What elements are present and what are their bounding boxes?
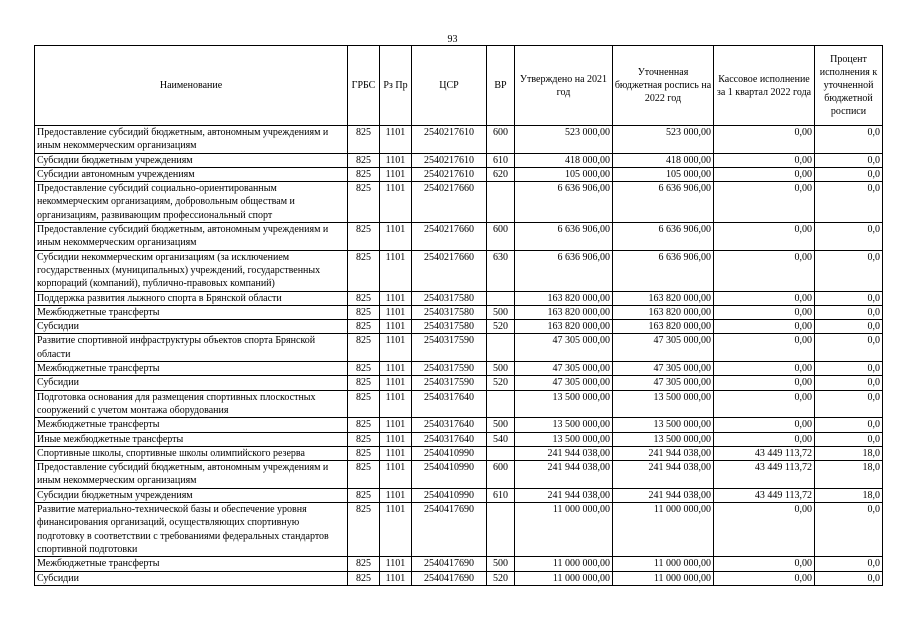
- cell-percent: 0,0: [815, 334, 883, 362]
- cell-csr: 2540217610: [412, 167, 487, 181]
- cell-rzpr: 1101: [380, 376, 412, 390]
- cell-vr: 500: [487, 362, 515, 376]
- cell-cash: 0,00: [714, 362, 815, 376]
- cell-vr: 610: [487, 153, 515, 167]
- cell-name: Субсидии: [35, 376, 348, 390]
- cell-rzpr: 1101: [380, 571, 412, 585]
- cell-percent: 0,0: [815, 557, 883, 571]
- cell-approved: 6 636 906,00: [515, 223, 613, 251]
- cell-vr: 600: [487, 461, 515, 489]
- table-row: [35, 488, 883, 502]
- header-csr: ЦСР: [412, 46, 487, 126]
- cell-grbs: 825: [348, 305, 380, 319]
- cell-grbs: 825: [348, 432, 380, 446]
- cell-cash: 0,00: [714, 571, 815, 585]
- cell-name: Поддержка развития лыжного спорта в Брянской области: [35, 291, 348, 305]
- cell-percent: 0,0: [815, 167, 883, 181]
- cell-vr: [487, 503, 515, 557]
- cell-approved: 47 305 000,00: [515, 334, 613, 362]
- header-name: Наименование: [35, 46, 348, 126]
- cell-rzpr: 1101: [380, 305, 412, 319]
- cell-name: Иные межбюджетные трансферты: [35, 432, 348, 446]
- cell-csr: 2540317590: [412, 334, 487, 362]
- cell-percent: 0,0: [815, 153, 883, 167]
- cell-refined: 6 636 906,00: [613, 223, 714, 251]
- cell-csr: 2540317580: [412, 305, 487, 319]
- cell-approved: 13 500 000,00: [515, 390, 613, 418]
- header-grbs: ГРБС: [348, 46, 380, 126]
- cell-csr: 2540217610: [412, 153, 487, 167]
- cell-cash: 0,00: [714, 557, 815, 571]
- cell-approved: 11 000 000,00: [515, 571, 613, 585]
- cell-csr: 2540417690: [412, 557, 487, 571]
- cell-rzpr: 1101: [380, 320, 412, 334]
- cell-refined: 418 000,00: [613, 153, 714, 167]
- header-approved: Утверждено на 2021 год: [515, 46, 613, 126]
- cell-grbs: 825: [348, 334, 380, 362]
- cell-refined: 241 944 038,00: [613, 461, 714, 489]
- cell-refined: 6 636 906,00: [613, 182, 714, 223]
- cell-percent: 0,0: [815, 362, 883, 376]
- cell-rzpr: 1101: [380, 291, 412, 305]
- cell-approved: 241 944 038,00: [515, 461, 613, 489]
- cell-refined: 241 944 038,00: [613, 446, 714, 460]
- cell-csr: 2540417690: [412, 571, 487, 585]
- cell-cash: 0,00: [714, 376, 815, 390]
- table-row: [35, 390, 883, 418]
- cell-grbs: 825: [348, 291, 380, 305]
- cell-refined: 163 820 000,00: [613, 320, 714, 334]
- cell-percent: 18,0: [815, 461, 883, 489]
- cell-grbs: 825: [348, 376, 380, 390]
- cell-approved: 11 000 000,00: [515, 557, 613, 571]
- cell-grbs: 825: [348, 488, 380, 502]
- cell-rzpr: 1101: [380, 126, 412, 154]
- cell-percent: 0,0: [815, 432, 883, 446]
- table-row: [35, 223, 883, 251]
- cell-vr: 540: [487, 432, 515, 446]
- cell-cash: 0,00: [714, 418, 815, 432]
- table-row: [35, 432, 883, 446]
- cell-grbs: 825: [348, 461, 380, 489]
- cell-cash: 0,00: [714, 167, 815, 181]
- cell-csr: 2540317580: [412, 320, 487, 334]
- cell-refined: 11 000 000,00: [613, 503, 714, 557]
- cell-percent: 0,0: [815, 390, 883, 418]
- cell-grbs: 825: [348, 362, 380, 376]
- cell-rzpr: 1101: [380, 362, 412, 376]
- cell-vr: 500: [487, 305, 515, 319]
- cell-rzpr: 1101: [380, 461, 412, 489]
- cell-refined: 11 000 000,00: [613, 571, 714, 585]
- cell-vr: [487, 446, 515, 460]
- cell-percent: 0,0: [815, 250, 883, 291]
- header-rzpr: Рз Пр: [380, 46, 412, 126]
- cell-approved: 47 305 000,00: [515, 362, 613, 376]
- cell-percent: 0,0: [815, 223, 883, 251]
- cell-rzpr: 1101: [380, 223, 412, 251]
- cell-vr: 500: [487, 418, 515, 432]
- cell-cash: 0,00: [714, 390, 815, 418]
- cell-refined: 163 820 000,00: [613, 305, 714, 319]
- cell-csr: 2540410990: [412, 488, 487, 502]
- cell-rzpr: 1101: [380, 446, 412, 460]
- cell-vr: 630: [487, 250, 515, 291]
- cell-name: Спортивные школы, спортивные школы олимпийского резерва: [35, 446, 348, 460]
- cell-approved: 6 636 906,00: [515, 182, 613, 223]
- cell-approved: 163 820 000,00: [515, 291, 613, 305]
- table-row: [35, 291, 883, 305]
- cell-name: Развитие материально-технической базы и обеспечение уровня финансирования организаций, осуществляющих спортивную подготовку в соответствии с требованиями федеральных стандартов спортивной подготовки: [35, 503, 348, 557]
- header-vr: ВР: [487, 46, 515, 126]
- cell-percent: 0,0: [815, 320, 883, 334]
- cell-approved: 47 305 000,00: [515, 376, 613, 390]
- table-row: [35, 503, 883, 557]
- cell-rzpr: 1101: [380, 334, 412, 362]
- header-refined: Уточненная бюджетная роспись на 2022 год: [613, 46, 714, 126]
- cell-csr: 2540317590: [412, 362, 487, 376]
- cell-percent: 18,0: [815, 488, 883, 502]
- cell-refined: 13 500 000,00: [613, 390, 714, 418]
- header-cash: Кассовое исполнение за 1 квартал 2022 года: [714, 46, 815, 126]
- cell-grbs: 825: [348, 250, 380, 291]
- cell-name: Субсидии автономным учреждениям: [35, 167, 348, 181]
- cell-rzpr: 1101: [380, 167, 412, 181]
- cell-refined: 6 636 906,00: [613, 250, 714, 291]
- cell-rzpr: 1101: [380, 418, 412, 432]
- cell-cash: 0,00: [714, 305, 815, 319]
- cell-approved: 13 500 000,00: [515, 418, 613, 432]
- cell-percent: 0,0: [815, 418, 883, 432]
- cell-csr: 2540217660: [412, 182, 487, 223]
- cell-vr: 500: [487, 557, 515, 571]
- table-row: [35, 571, 883, 585]
- cell-cash: 0,00: [714, 126, 815, 154]
- table-row: [35, 557, 883, 571]
- cell-csr: 2540410990: [412, 461, 487, 489]
- header-percent: Процент исполнения к уточненной бюджетной росписи: [815, 46, 883, 126]
- cell-refined: 47 305 000,00: [613, 376, 714, 390]
- cell-csr: 2540410990: [412, 446, 487, 460]
- cell-approved: 523 000,00: [515, 126, 613, 154]
- cell-cash: 0,00: [714, 334, 815, 362]
- cell-vr: 520: [487, 571, 515, 585]
- cell-refined: 523 000,00: [613, 126, 714, 154]
- cell-grbs: 825: [348, 153, 380, 167]
- cell-csr: 2540317640: [412, 390, 487, 418]
- cell-percent: 0,0: [815, 182, 883, 223]
- cell-name: Межбюджетные трансферты: [35, 418, 348, 432]
- cell-percent: 0,0: [815, 126, 883, 154]
- cell-rzpr: 1101: [380, 503, 412, 557]
- cell-approved: 13 500 000,00: [515, 432, 613, 446]
- cell-name: Межбюджетные трансферты: [35, 557, 348, 571]
- cell-rzpr: 1101: [380, 557, 412, 571]
- cell-percent: 0,0: [815, 376, 883, 390]
- table-row: [35, 126, 883, 154]
- cell-rzpr: 1101: [380, 432, 412, 446]
- cell-name: Межбюджетные трансферты: [35, 305, 348, 319]
- cell-grbs: 825: [348, 223, 380, 251]
- cell-name: Субсидии бюджетным учреждениям: [35, 153, 348, 167]
- cell-percent: 0,0: [815, 503, 883, 557]
- cell-vr: 610: [487, 488, 515, 502]
- cell-vr: 520: [487, 376, 515, 390]
- cell-name: Субсидии: [35, 571, 348, 585]
- cell-rzpr: 1101: [380, 153, 412, 167]
- cell-approved: 163 820 000,00: [515, 320, 613, 334]
- cell-vr: [487, 291, 515, 305]
- table-row: [35, 305, 883, 319]
- cell-grbs: 825: [348, 320, 380, 334]
- cell-name: Подготовка основания для размещения спортивных плоскостных сооружений с учетом монтажа оборудования: [35, 390, 348, 418]
- cell-vr: 600: [487, 223, 515, 251]
- cell-name: Предоставление субсидий бюджетным, автономным учреждениям и иным некоммерческим организациям: [35, 126, 348, 154]
- table-row: [35, 334, 883, 362]
- budget-table: [34, 45, 883, 586]
- table-row: [35, 153, 883, 167]
- table-row: [35, 167, 883, 181]
- cell-grbs: 825: [348, 126, 380, 154]
- cell-name: Субсидии бюджетным учреждениям: [35, 488, 348, 502]
- cell-vr: 620: [487, 167, 515, 181]
- cell-cash: 0,00: [714, 153, 815, 167]
- cell-cash: 0,00: [714, 223, 815, 251]
- cell-vr: [487, 390, 515, 418]
- cell-approved: 241 944 038,00: [515, 446, 613, 460]
- cell-cash: 43 449 113,72: [714, 461, 815, 489]
- cell-percent: 0,0: [815, 305, 883, 319]
- cell-refined: 241 944 038,00: [613, 488, 714, 502]
- cell-name: Межбюджетные трансферты: [35, 362, 348, 376]
- cell-csr: 2540217660: [412, 223, 487, 251]
- cell-cash: 0,00: [714, 182, 815, 223]
- table-row: [35, 418, 883, 432]
- cell-vr: [487, 182, 515, 223]
- cell-name: Развитие спортивной инфраструктуры объектов спорта Брянской области: [35, 334, 348, 362]
- cell-refined: 13 500 000,00: [613, 432, 714, 446]
- cell-rzpr: 1101: [380, 250, 412, 291]
- cell-csr: 2540217610: [412, 126, 487, 154]
- cell-name: Предоставление субсидий бюджетным, автономным учреждениям и иным некоммерческим организациям: [35, 461, 348, 489]
- cell-approved: 241 944 038,00: [515, 488, 613, 502]
- cell-percent: 0,0: [815, 571, 883, 585]
- cell-cash: 43 449 113,72: [714, 446, 815, 460]
- cell-approved: 11 000 000,00: [515, 503, 613, 557]
- cell-name: Предоставление субсидий социально-ориентированным некоммерческим организациям, добровольным обществам и организациям, развивающим профессиональный спорт: [35, 182, 348, 223]
- cell-cash: 43 449 113,72: [714, 488, 815, 502]
- cell-grbs: 825: [348, 390, 380, 418]
- cell-grbs: 825: [348, 182, 380, 223]
- header-row: [35, 46, 883, 126]
- cell-cash: 0,00: [714, 432, 815, 446]
- cell-name: Субсидии некоммерческим организациям (за исключением государственных (муниципальных) учреждений, государственных корпораций (компаний), публично-правовых компаний): [35, 250, 348, 291]
- cell-percent: 18,0: [815, 446, 883, 460]
- cell-name: Субсидии: [35, 320, 348, 334]
- cell-approved: 6 636 906,00: [515, 250, 613, 291]
- table-row: [35, 182, 883, 223]
- table-row: [35, 320, 883, 334]
- cell-grbs: 825: [348, 167, 380, 181]
- cell-cash: 0,00: [714, 291, 815, 305]
- cell-grbs: 825: [348, 418, 380, 432]
- cell-approved: 418 000,00: [515, 153, 613, 167]
- cell-vr: 600: [487, 126, 515, 154]
- cell-rzpr: 1101: [380, 488, 412, 502]
- cell-cash: 0,00: [714, 250, 815, 291]
- cell-grbs: 825: [348, 557, 380, 571]
- cell-refined: 47 305 000,00: [613, 362, 714, 376]
- table-row: [35, 362, 883, 376]
- cell-percent: 0,0: [815, 291, 883, 305]
- cell-refined: 47 305 000,00: [613, 334, 714, 362]
- table-row: [35, 376, 883, 390]
- cell-refined: 105 000,00: [613, 167, 714, 181]
- cell-refined: 11 000 000,00: [613, 557, 714, 571]
- cell-vr: 520: [487, 320, 515, 334]
- cell-vr: [487, 334, 515, 362]
- cell-csr: 2540317640: [412, 418, 487, 432]
- cell-refined: 163 820 000,00: [613, 291, 714, 305]
- cell-csr: 2540317590: [412, 376, 487, 390]
- cell-refined: 13 500 000,00: [613, 418, 714, 432]
- table-row: [35, 446, 883, 460]
- table-row: [35, 250, 883, 291]
- cell-csr: 2540417690: [412, 503, 487, 557]
- cell-csr: 2540317640: [412, 432, 487, 446]
- cell-grbs: 825: [348, 503, 380, 557]
- cell-approved: 163 820 000,00: [515, 305, 613, 319]
- cell-grbs: 825: [348, 446, 380, 460]
- cell-csr: 2540317580: [412, 291, 487, 305]
- cell-cash: 0,00: [714, 320, 815, 334]
- cell-rzpr: 1101: [380, 390, 412, 418]
- cell-grbs: 825: [348, 571, 380, 585]
- cell-name: Предоставление субсидий бюджетным, автономным учреждениям и иным некоммерческим организациям: [35, 223, 348, 251]
- cell-cash: 0,00: [714, 503, 815, 557]
- page-number: 93: [447, 34, 458, 45]
- cell-approved: 105 000,00: [515, 167, 613, 181]
- table-row: [35, 461, 883, 489]
- cell-rzpr: 1101: [380, 182, 412, 223]
- cell-csr: 2540217660: [412, 250, 487, 291]
